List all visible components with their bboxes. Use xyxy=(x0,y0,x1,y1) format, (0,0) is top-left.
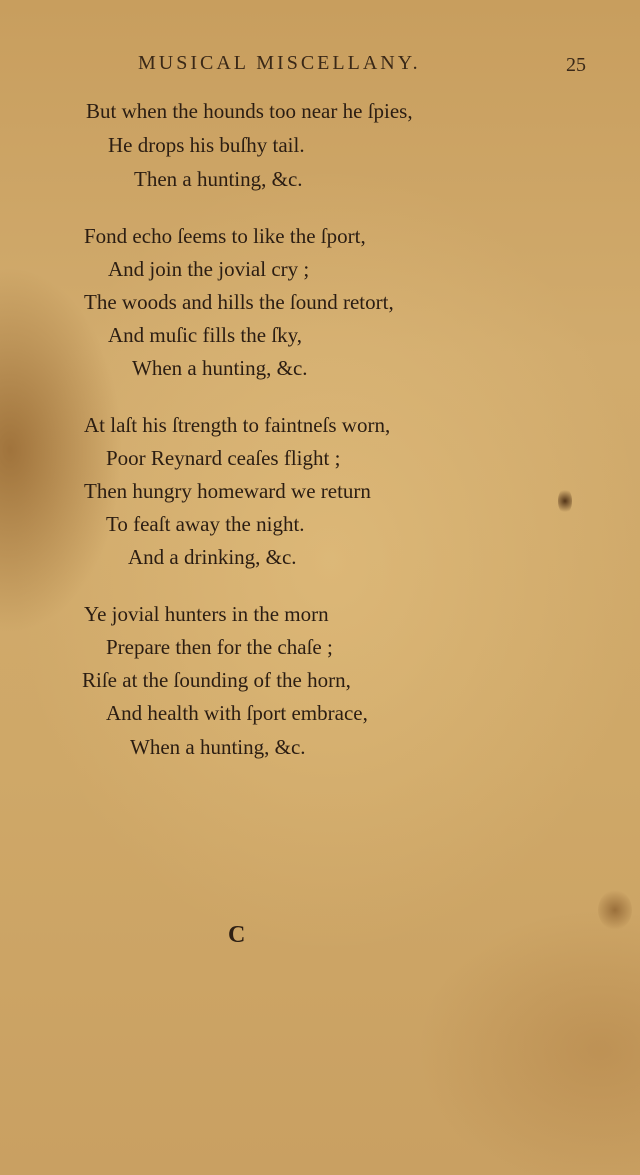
signature-mark: C xyxy=(228,922,246,948)
verse-line: And join the jovial cry ; xyxy=(108,257,310,281)
verse-line: When a hunting, &c. xyxy=(132,356,308,380)
verse-line: Prepare then for the chaſe ; xyxy=(106,635,333,659)
ink-blot xyxy=(558,488,572,514)
verse-line: And health with ſport embrace, xyxy=(106,701,368,725)
running-head: MUSICAL MISCELLANY. xyxy=(138,52,421,74)
verse-line: Poor Reynard ceaſes flight ; xyxy=(106,446,341,470)
verse-line: To feaſt away the night. xyxy=(106,512,305,536)
verse-line: Then hungry homeward we return xyxy=(84,479,371,503)
verse-line: Fond echo ſeems to like the ſport, xyxy=(84,224,366,248)
verse-line: At laſt his ſtrength to faintneſs worn, xyxy=(84,413,391,437)
page-number: 25 xyxy=(566,54,586,76)
verse-line: Ye jovial hunters in the morn xyxy=(84,602,329,626)
verse-line: And muſic fills the ſky, xyxy=(108,323,303,347)
verse-line: When a hunting, &c. xyxy=(130,735,306,759)
verse-line: The woods and hills the ſound retort, xyxy=(84,290,394,314)
verse-line: But when the hounds too near he ſpies, xyxy=(86,99,413,123)
verse-line: And a drinking, &c. xyxy=(128,545,297,569)
verse-line: Riſe at the ſounding of the horn, xyxy=(82,668,351,692)
verse-line: Then a hunting, &c. xyxy=(134,167,303,191)
foxing-stain xyxy=(598,890,632,930)
verse-line: He drops his buſhy tail. xyxy=(108,133,305,157)
